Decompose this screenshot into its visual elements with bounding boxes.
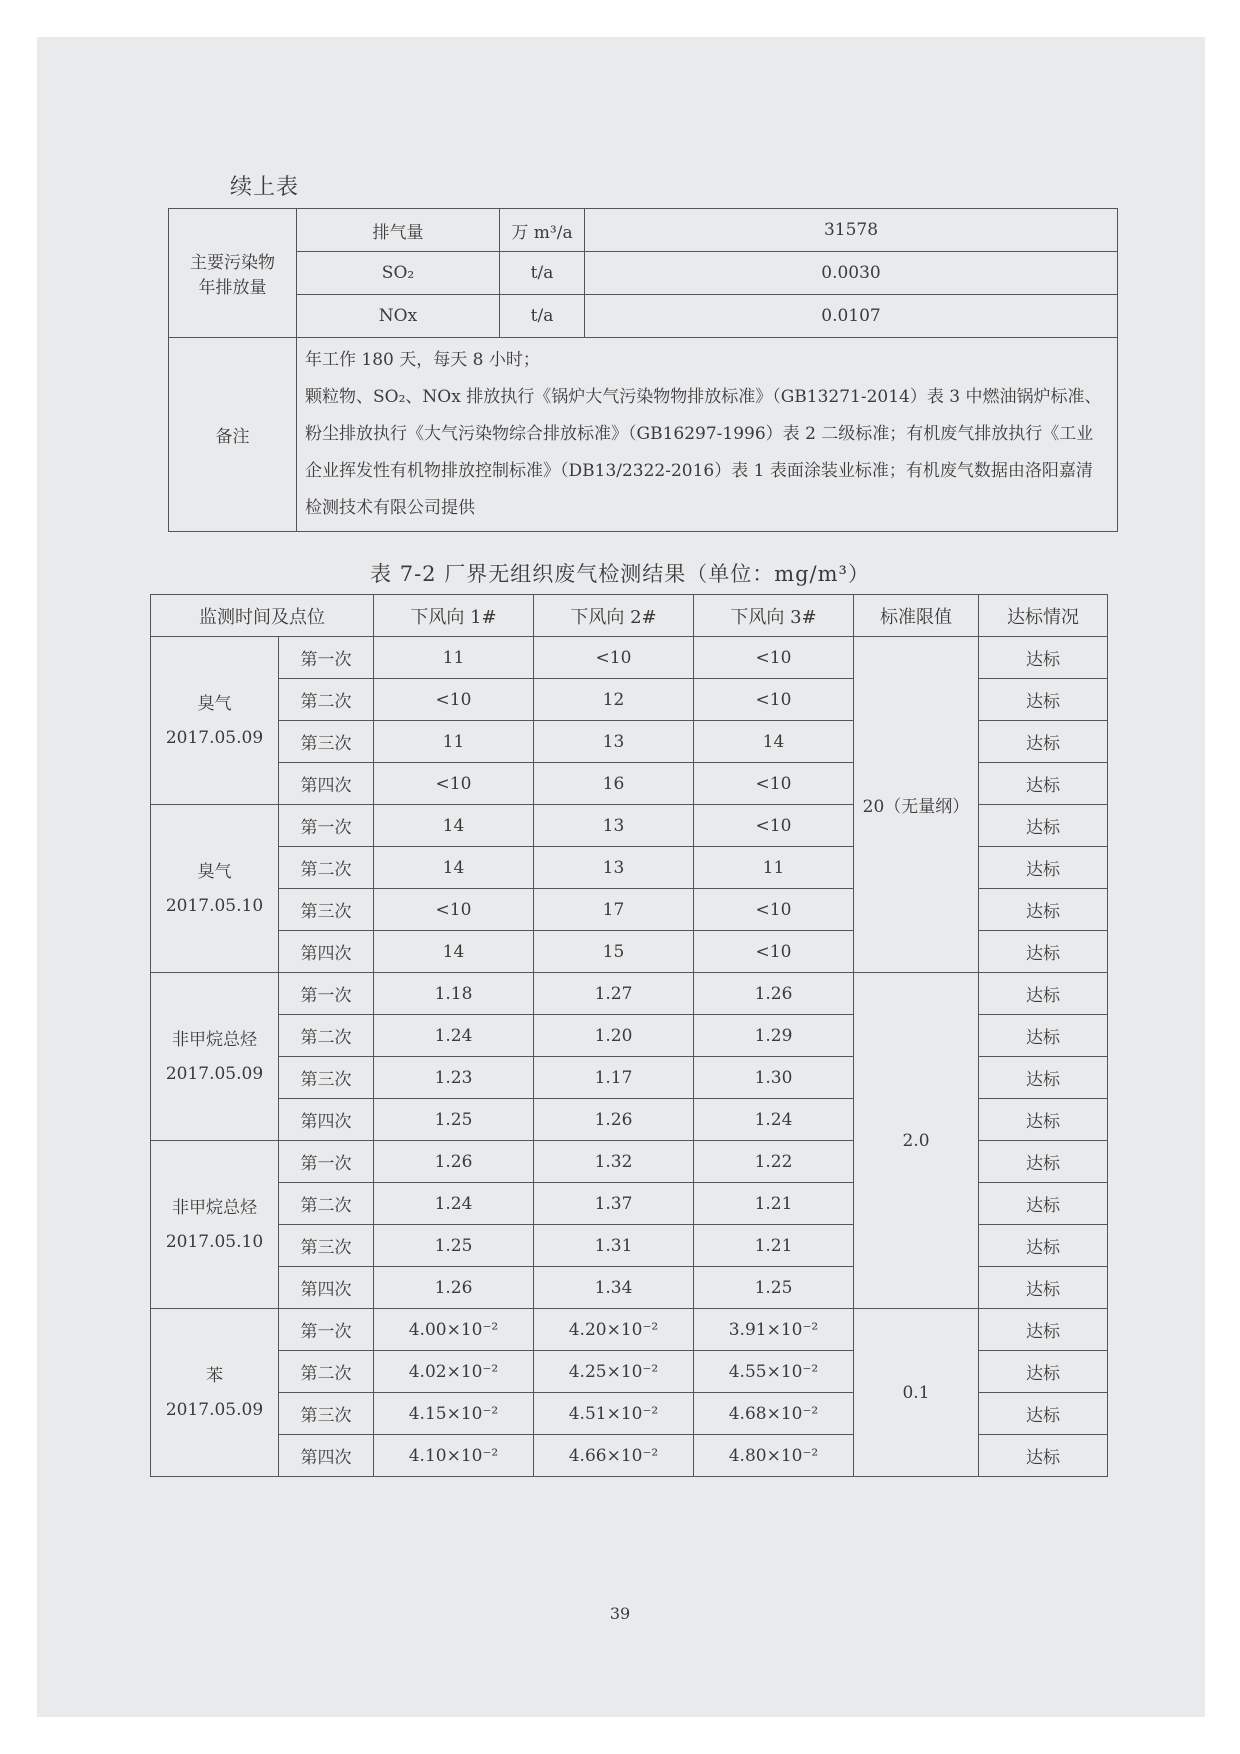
compliance-status: 达标 — [979, 1099, 1108, 1141]
sample-seq: 第一次 — [279, 805, 374, 847]
sample-seq: 第二次 — [279, 847, 374, 889]
downwind-2-value: 13 — [534, 721, 694, 763]
header-row — [151, 595, 1108, 637]
downwind-2-value: 1.20 — [534, 1015, 694, 1057]
compliance-status: 达标 — [979, 721, 1108, 763]
monitoring-table — [150, 594, 1108, 1477]
downwind-2-value: 1.26 — [534, 1099, 694, 1141]
pollutant-date-label: 非甲烷总烃 2017.05.09 — [151, 973, 279, 1141]
downwind-1-value: 4.02×10⁻² — [374, 1351, 534, 1393]
sample-seq: 第一次 — [279, 1141, 374, 1183]
downwind-1-value: 1.24 — [374, 1015, 534, 1057]
unit-cell: t/a — [500, 252, 585, 295]
compliance-status: 达标 — [979, 1435, 1108, 1477]
compliance-status: 达标 — [979, 1309, 1108, 1351]
downwind-2-value: 12 — [534, 679, 694, 721]
sample-seq: 第二次 — [279, 1183, 374, 1225]
unit-cell: 万 m³/a — [500, 209, 585, 252]
downwind-2-value: 13 — [534, 805, 694, 847]
sample-seq: 第三次 — [279, 1057, 374, 1099]
downwind-2-value: 1.17 — [534, 1057, 694, 1099]
item-cell: NOx — [297, 295, 500, 338]
downwind-1-value: 14 — [374, 805, 534, 847]
header-cell: 标准限值 — [854, 595, 979, 637]
downwind-1-value: 1.26 — [374, 1267, 534, 1309]
downwind-2-value: 1.32 — [534, 1141, 694, 1183]
sample-seq: 第四次 — [279, 1267, 374, 1309]
downwind-2-value: 1.37 — [534, 1183, 694, 1225]
item-cell: SO₂ — [297, 252, 500, 295]
sample-seq: 第一次 — [279, 973, 374, 1015]
downwind-3-value: <10 — [694, 805, 854, 847]
downwind-3-value: 11 — [694, 847, 854, 889]
downwind-1-value: 1.25 — [374, 1099, 534, 1141]
emission-row — [169, 209, 1118, 252]
downwind-1-value: <10 — [374, 763, 534, 805]
compliance-status: 达标 — [979, 637, 1108, 679]
pollutant-date-label: 臭气 2017.05.10 — [151, 805, 279, 973]
compliance-status: 达标 — [979, 973, 1108, 1015]
notes-row — [169, 338, 1118, 532]
compliance-status: 达标 — [979, 1057, 1108, 1099]
downwind-3-value: 1.22 — [694, 1141, 854, 1183]
downwind-1-value: 4.10×10⁻² — [374, 1435, 534, 1477]
downwind-3-value: 1.29 — [694, 1015, 854, 1057]
sample-seq: 第四次 — [279, 1099, 374, 1141]
downwind-3-value: 1.21 — [694, 1225, 854, 1267]
downwind-1-value: <10 — [374, 679, 534, 721]
downwind-3-value: 3.91×10⁻² — [694, 1309, 854, 1351]
sample-seq: 第三次 — [279, 1393, 374, 1435]
value-cell: 31578 — [585, 209, 1118, 252]
table-row — [151, 637, 1108, 679]
downwind-3-value: <10 — [694, 889, 854, 931]
compliance-status: 达标 — [979, 931, 1108, 973]
value-cell: 0.0030 — [585, 252, 1118, 295]
header-cell: 监测时间及点位 — [151, 595, 374, 637]
downwind-1-value: 1.25 — [374, 1225, 534, 1267]
standard-limit: 2.0 — [854, 973, 979, 1309]
emissions-table — [168, 208, 1118, 532]
pollutant-date-label: 臭气 2017.05.09 — [151, 637, 279, 805]
notes-text: 年工作 180 天，每天 8 小时； 颗粒物、SO₂、NOx 排放执行《锅炉大气污染物物排放标准》（GB13271-2014）表 3 中燃油锅炉标准、粉尘排放执行《大气污染物综合排放标准》（GB16297-1996）表 2 二级标准；有机废气排放执行《工业企业挥发性有机物排放控制标准》（DB13/2322-2016）表 1 表面涂装业标准；有机废气数据由洛阳嘉清检测技术有限公司提供 — [297, 338, 1118, 532]
downwind-2-value: 16 — [534, 763, 694, 805]
downwind-1-value: <10 — [374, 889, 534, 931]
downwind-2-value: 13 — [534, 847, 694, 889]
compliance-status: 达标 — [979, 1351, 1108, 1393]
group-label: 主要污染物 年排放量 — [169, 209, 297, 338]
compliance-status: 达标 — [979, 1183, 1108, 1225]
downwind-1-value: 1.18 — [374, 973, 534, 1015]
table-title: 表 7-2 厂界无组织废气检测结果（单位：mg/m³） — [370, 562, 870, 586]
continued-title: 续上表 — [230, 175, 300, 200]
sample-seq: 第二次 — [279, 1015, 374, 1057]
downwind-3-value: 1.21 — [694, 1183, 854, 1225]
downwind-1-value: 4.15×10⁻² — [374, 1393, 534, 1435]
page-number: 39 — [609, 1604, 631, 1623]
header-cell: 下风向 1# — [374, 595, 534, 637]
sample-seq: 第四次 — [279, 931, 374, 973]
downwind-2-value: 4.20×10⁻² — [534, 1309, 694, 1351]
unit-cell: t/a — [500, 295, 585, 338]
downwind-3-value: 1.25 — [694, 1267, 854, 1309]
sample-seq: 第四次 — [279, 1435, 374, 1477]
value-cell: 0.0107 — [585, 295, 1118, 338]
downwind-2-value: 4.25×10⁻² — [534, 1351, 694, 1393]
downwind-1-value: 1.26 — [374, 1141, 534, 1183]
compliance-status: 达标 — [979, 805, 1108, 847]
notes-label: 备注 — [169, 338, 297, 532]
sample-seq: 第一次 — [279, 1309, 374, 1351]
sample-seq: 第三次 — [279, 1225, 374, 1267]
compliance-status: 达标 — [979, 1141, 1108, 1183]
downwind-3-value: 1.26 — [694, 973, 854, 1015]
item-cell: 排气量 — [297, 209, 500, 252]
downwind-2-value: 4.51×10⁻² — [534, 1393, 694, 1435]
downwind-3-value: <10 — [694, 931, 854, 973]
compliance-status: 达标 — [979, 847, 1108, 889]
downwind-3-value: 14 — [694, 721, 854, 763]
downwind-3-value: <10 — [694, 637, 854, 679]
table-row — [151, 1309, 1108, 1351]
standard-limit: 20（无量纲） — [854, 637, 979, 973]
standard-limit: 0.1 — [854, 1309, 979, 1477]
downwind-3-value: 1.30 — [694, 1057, 854, 1099]
downwind-1-value: 1.23 — [374, 1057, 534, 1099]
compliance-status: 达标 — [979, 679, 1108, 721]
pollutant-date-label: 苯 2017.05.09 — [151, 1309, 279, 1477]
downwind-2-value: <10 — [534, 637, 694, 679]
downwind-1-value: 1.24 — [374, 1183, 534, 1225]
compliance-status: 达标 — [979, 1225, 1108, 1267]
downwind-1-value: 11 — [374, 637, 534, 679]
downwind-2-value: 1.34 — [534, 1267, 694, 1309]
header-cell: 达标情况 — [979, 595, 1108, 637]
compliance-status: 达标 — [979, 1015, 1108, 1057]
downwind-1-value: 4.00×10⁻² — [374, 1309, 534, 1351]
downwind-3-value: 4.68×10⁻² — [694, 1393, 854, 1435]
downwind-2-value: 1.27 — [534, 973, 694, 1015]
downwind-2-value: 1.31 — [534, 1225, 694, 1267]
downwind-1-value: 14 — [374, 931, 534, 973]
sample-seq: 第四次 — [279, 763, 374, 805]
sample-seq: 第二次 — [279, 1351, 374, 1393]
downwind-2-value: 15 — [534, 931, 694, 973]
downwind-2-value: 17 — [534, 889, 694, 931]
downwind-2-value: 4.66×10⁻² — [534, 1435, 694, 1477]
sample-seq: 第一次 — [279, 637, 374, 679]
downwind-3-value: 1.24 — [694, 1099, 854, 1141]
downwind-3-value: 4.55×10⁻² — [694, 1351, 854, 1393]
compliance-status: 达标 — [979, 1267, 1108, 1309]
compliance-status: 达标 — [979, 1393, 1108, 1435]
downwind-1-value: 11 — [374, 721, 534, 763]
downwind-3-value: <10 — [694, 679, 854, 721]
compliance-status: 达标 — [979, 889, 1108, 931]
header-cell: 下风向 2# — [534, 595, 694, 637]
header-cell: 下风向 3# — [694, 595, 854, 637]
sample-seq: 第二次 — [279, 679, 374, 721]
table-row — [151, 973, 1108, 1015]
compliance-status: 达标 — [979, 763, 1108, 805]
sample-seq: 第三次 — [279, 889, 374, 931]
sample-seq: 第三次 — [279, 721, 374, 763]
emission-row — [169, 295, 1118, 338]
emission-row — [169, 252, 1118, 295]
downwind-3-value: 4.80×10⁻² — [694, 1435, 854, 1477]
pollutant-date-label: 非甲烷总烃 2017.05.10 — [151, 1141, 279, 1309]
downwind-1-value: 14 — [374, 847, 534, 889]
downwind-3-value: <10 — [694, 763, 854, 805]
